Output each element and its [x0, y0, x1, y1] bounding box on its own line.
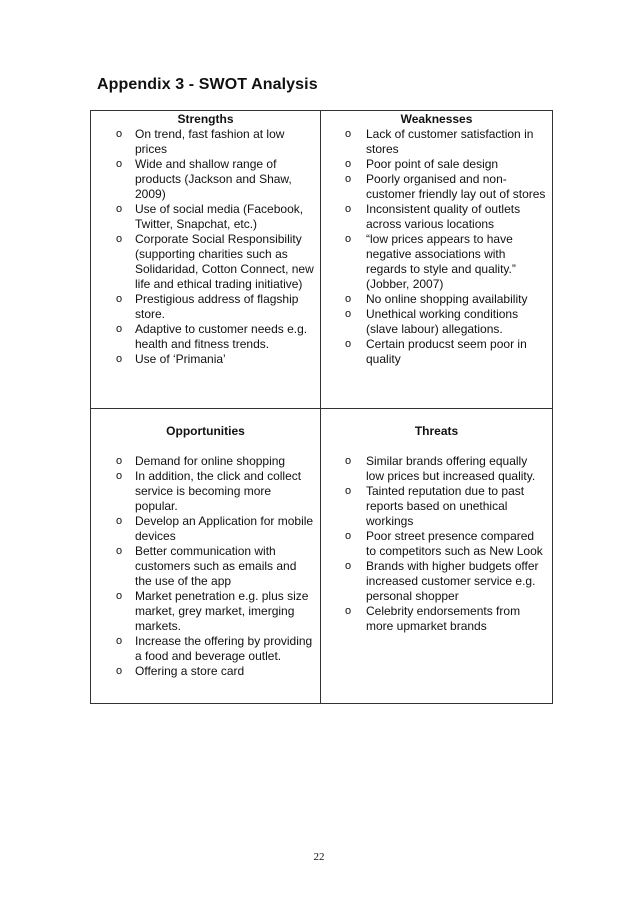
list-item	[321, 172, 552, 202]
list-item-text: Certain producst seem poor in quality	[366, 337, 527, 366]
swot-row-top	[91, 111, 553, 409]
opportunities-list	[91, 454, 320, 679]
bullet-marker: o	[345, 455, 352, 467]
threats-list	[321, 454, 552, 634]
bullet-marker: o	[116, 293, 123, 305]
bullet-marker: o	[345, 203, 352, 215]
list-item-text: Demand for online shopping	[135, 454, 286, 468]
bullet-marker: o	[116, 545, 123, 557]
list-item-text: Poor street presence compared to competitors such as New Look	[366, 529, 543, 558]
weaknesses-heading: Weaknesses	[400, 112, 473, 126]
list-item-text: Corporate Social Responsibility (supporting charities such as Solidaridad, Cotton Connect, new life and ethical trading initiative)	[135, 232, 314, 291]
list-item-text: Better communication with customers such as emails and the use of the app	[135, 544, 297, 588]
list-item-text: On trend, fast fashion at low prices	[135, 127, 285, 156]
list-item-text: Prestigious address of flagship store.	[135, 292, 299, 321]
list-item-text: Develop an Application for mobile devices	[135, 514, 314, 543]
list-item	[321, 559, 552, 604]
list-item-text: Brands with higher budgets offer increased customer service e.g. personal shopper	[366, 559, 539, 603]
strengths-list	[91, 127, 320, 367]
bullet-marker: o	[345, 158, 352, 170]
strengths-cell	[91, 111, 321, 409]
list-item	[91, 232, 320, 292]
list-item-text: Celebrity endorsements from more upmarket brands	[366, 604, 521, 633]
bullet-marker: o	[345, 560, 352, 572]
list-item	[91, 127, 320, 157]
list-item	[321, 454, 552, 484]
list-item	[91, 664, 320, 679]
opportunities-cell	[91, 409, 321, 704]
list-item	[321, 484, 552, 529]
list-item	[91, 157, 320, 202]
list-item	[321, 232, 552, 292]
bullet-marker: o	[116, 158, 123, 170]
bullet-marker: o	[116, 128, 123, 140]
bullet-marker: o	[345, 233, 352, 245]
list-item-text: “low prices appears to have negative associations with regards to style and quality.” (Jobber, 2007)	[366, 232, 516, 291]
list-item-text: Offering a store card	[135, 664, 245, 678]
list-item-text: No online shopping availability	[366, 292, 528, 306]
list-item	[321, 337, 552, 367]
bullet-marker: o	[116, 455, 123, 467]
bullet-marker: o	[345, 605, 352, 617]
list-item	[321, 157, 552, 172]
list-item	[91, 292, 320, 322]
list-item-text: In addition, the click and collect service is becoming more popular.	[135, 469, 302, 513]
swot-row-bottom	[91, 409, 553, 704]
list-item	[321, 604, 552, 634]
list-item	[91, 352, 320, 367]
list-item-text: Increase the offering by providing a food and beverage outlet.	[135, 634, 313, 663]
list-item	[91, 544, 320, 589]
page-title: Appendix 3 - SWOT Analysis	[97, 76, 318, 93]
list-item-text: Wide and shallow range of products (Jackson and Shaw, 2009)	[135, 157, 292, 201]
list-item	[321, 127, 552, 157]
swot-table	[90, 110, 553, 704]
bullet-marker: o	[345, 308, 352, 320]
opportunities-heading: Opportunities	[166, 424, 245, 438]
list-item-text: Inconsistent quality of outlets across various locations	[366, 202, 521, 231]
list-item-text: Tainted reputation due to past reports based on unethical workings	[366, 484, 525, 528]
bullet-marker: o	[116, 323, 123, 335]
list-item	[91, 634, 320, 664]
threats-heading: Threats	[414, 424, 459, 438]
bullet-marker: o	[116, 515, 123, 527]
list-item	[321, 202, 552, 232]
list-item-text: Use of ‘Primania’	[135, 352, 226, 366]
list-item-text: Lack of customer satisfaction in stores	[366, 127, 534, 156]
weaknesses-list	[321, 127, 552, 367]
bullet-marker: o	[345, 338, 352, 350]
bullet-marker: o	[116, 635, 123, 647]
list-item-text: Adaptive to customer needs e.g. health and fitness trends.	[135, 322, 308, 351]
list-item	[321, 307, 552, 337]
list-item	[91, 322, 320, 352]
list-item-text: Poor point of sale design	[366, 157, 499, 171]
bullet-marker: o	[116, 203, 123, 215]
strengths-heading: Strengths	[177, 112, 234, 126]
bullet-marker: o	[345, 173, 352, 185]
list-item-text: Use of social media (Facebook, Twitter, Snapchat, etc.)	[135, 202, 304, 231]
list-item	[91, 454, 320, 469]
list-item	[91, 514, 320, 544]
weaknesses-cell	[321, 111, 553, 409]
list-item-text: Similar brands offering equally low prices but increased quality.	[366, 454, 536, 483]
bullet-marker: o	[116, 665, 123, 677]
list-item-text: Market penetration e.g. plus size market, grey market, imerging markets.	[135, 589, 309, 633]
list-item	[91, 469, 320, 514]
bullet-marker: o	[345, 128, 352, 140]
bullet-marker: o	[345, 530, 352, 542]
bullet-marker: o	[345, 293, 352, 305]
list-item-text: Poorly organised and non-customer friendly lay out of stores	[366, 172, 546, 201]
bullet-marker: o	[116, 590, 123, 602]
list-item	[91, 202, 320, 232]
page-number: 22	[313, 851, 325, 863]
list-item	[321, 292, 552, 307]
bullet-marker: o	[116, 233, 123, 245]
list-item-text: Unethical working conditions (slave labour) allegations.	[366, 307, 519, 336]
bullet-marker: o	[345, 485, 352, 497]
bullet-marker: o	[116, 353, 123, 365]
threats-cell	[321, 409, 553, 704]
bullet-marker: o	[116, 470, 123, 482]
list-item	[321, 529, 552, 559]
list-item	[91, 589, 320, 634]
